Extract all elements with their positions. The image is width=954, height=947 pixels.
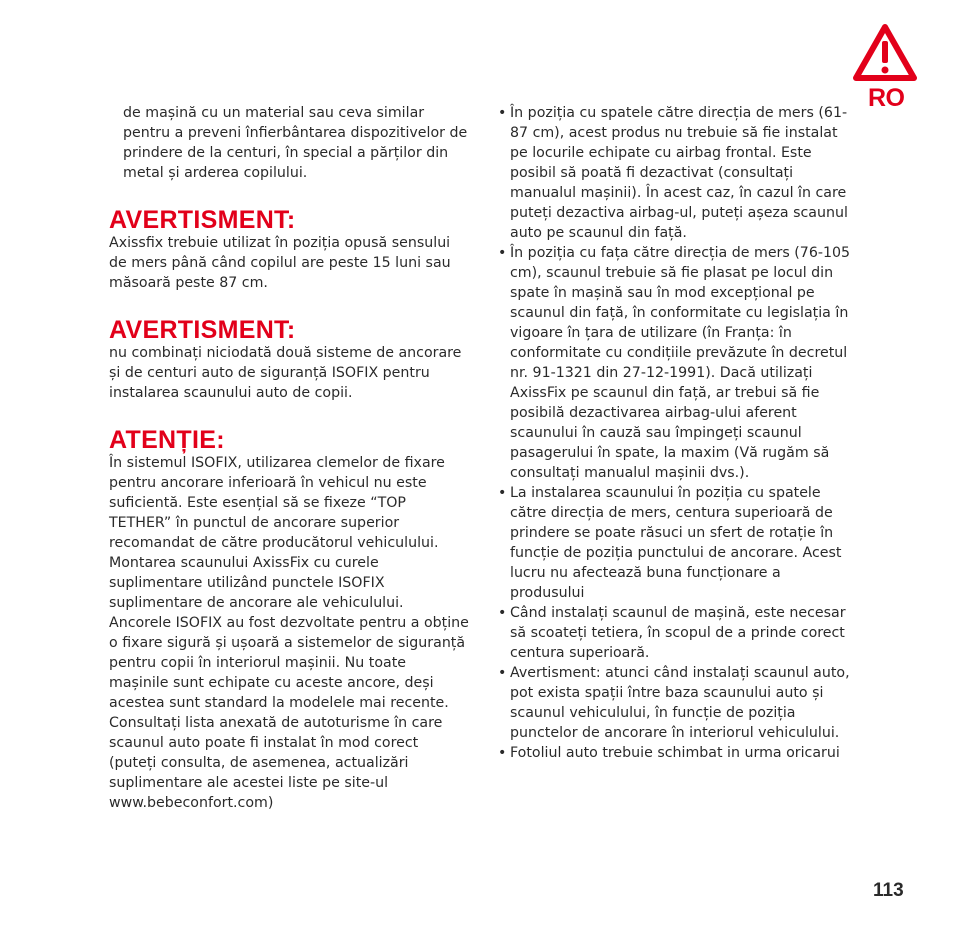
section-heading: AVERTISMENT: bbox=[109, 316, 296, 344]
section-body: Axissfix trebuie utilizat în poziția opusă sensului de mers până când copilul are peste 15 luni sau măsoară peste 87 cm. bbox=[109, 235, 451, 291]
list-item: • Avertisment: atunci când instalați scaunul auto, pot exista spații între baza scaunului auto și scaunul vehiculului, în funcție de poziția punctelor de ancorare în interiorul vehiculului. bbox=[498, 663, 858, 743]
right-column bbox=[498, 103, 858, 763]
section-body: nu combinați niciodată două sisteme de ancorare și de centuri auto de siguranță ISOFIX pentru instalarea scaunului auto de copii. bbox=[109, 345, 462, 401]
intro-paragraph: de mașină cu un material sau ceva similar pentru a preveni înfierbântarea dispozitivelor de prindere de la centuri, în special a părților din metal și arderea copilului. bbox=[123, 105, 468, 181]
section-heading: ATENȚIE: bbox=[109, 426, 225, 454]
language-code: RO bbox=[868, 84, 905, 112]
left-column bbox=[109, 103, 469, 813]
bullet-list bbox=[498, 103, 858, 763]
section-body: În sistemul ISOFIX, utilizarea clemelor de fixare pentru ancorare inferioară în vehicul nu este suficientă. Este esențial să se fixeze “TOP TETHER” în punctul de ancorare superior recomandat de către producătorul vehiculului. Montarea scaunului AxissFix cu curele suplimentare utilizând punctele ISOFIX suplimentare de ancorare ale vehiculului. Ancorele ISOFIX au fost dezvoltate pentru a obține o fixare sigură și ușoară a sistemelor de siguranță pentru copii în interiorul mașinii. Nu toate mașinile sunt echipate cu aceste ancore, deși acestea sunt standard la modelele mai recente. Consultați lista anexată de autoturisme în care scaunul auto poate fi instalat în mod corect (puteți consulta, de asemenea, actualizări suplimentare ale acestei liste pe site-ul www.bebeconfort.com) bbox=[109, 455, 469, 811]
list-item: • Fotoliul auto trebuie schimbat in urma oricarui bbox=[498, 743, 858, 763]
warning-section-2 bbox=[109, 317, 469, 403]
list-item: • În poziția cu fața către direcția de mers (76-105 cm), scaunul trebuie să fie plasat pe locul din spate în mașină sau în mod excepțional pe scaunul din față, în conformitate cu legislația în vigoare în țara de utilizare (în Franța: în conformitate cu condițiile prevăzute în decretul nr. 91-1321 din 27-12-1991). Dacă utilizați AxissFix pe scaunul din față, ar trebui să fie posibilă dezactivarea airbag-ului aferent scaunului în cauză sau împingeți scaunul pasagerului în spate, la maxim (Vă rugăm să consultați manualul mașinii dvs.). bbox=[498, 243, 858, 483]
warning-section-1 bbox=[109, 207, 469, 293]
list-item: • În poziția cu spatele către direcția de mers (61-87 cm), acest produs nu trebuie să fie instalat pe locurile echipate cu airbag frontal. Este posibil să poată fi dezactivat (consultați manualul mașinii). În acest caz, în cazul în care puteți dezactiva airbag-ul, puteți așeza scaunul auto pe scaunul din față. bbox=[498, 103, 858, 243]
warning-triangle-icon bbox=[852, 22, 918, 84]
list-item: • Când instalați scaunul de mașină, este necesar să scoateți tetiera, în scopul de a prinde corect centura superioară. bbox=[498, 603, 858, 663]
page-number: 113 bbox=[873, 880, 904, 901]
attention-section bbox=[109, 427, 469, 813]
list-item: • La instalarea scaunului în poziția cu spatele către direcția de mers, centura superioară de prindere se poate răsuci un sfert de rotație în funcție de poziția punctului de ancorare. Acest lucru nu afectează buna funcționare a produsului bbox=[498, 483, 858, 603]
section-heading: AVERTISMENT: bbox=[109, 206, 296, 234]
